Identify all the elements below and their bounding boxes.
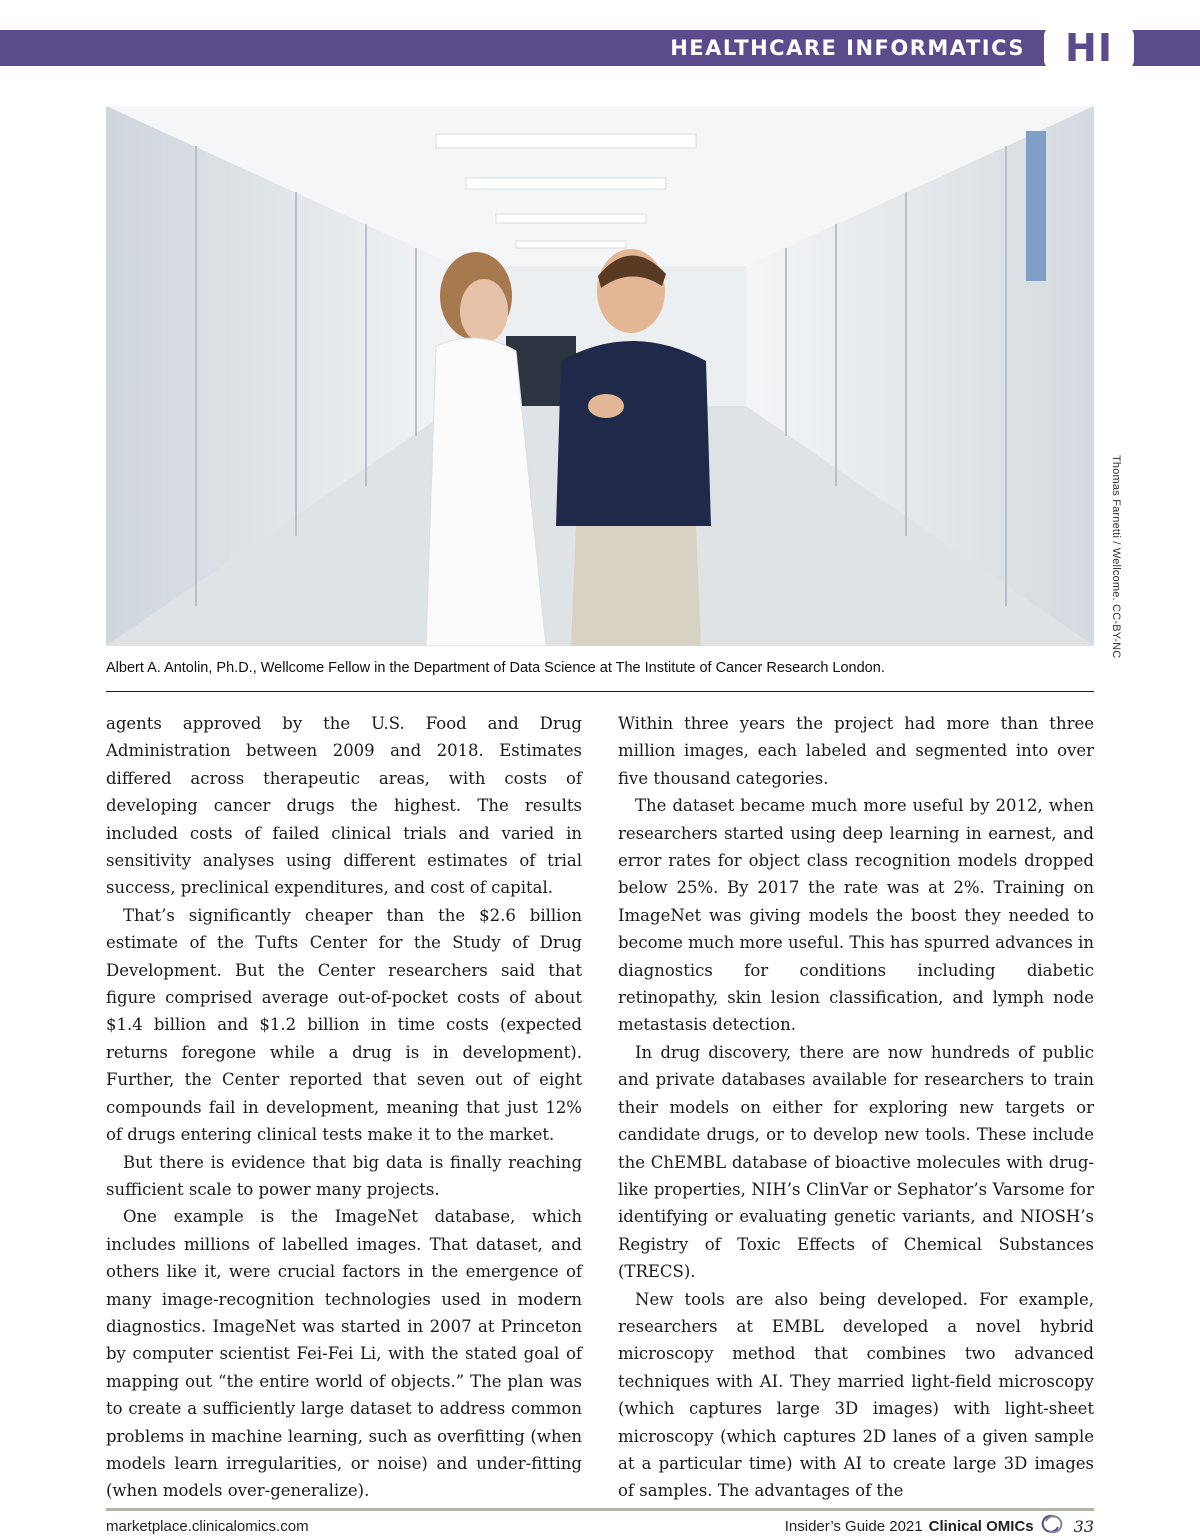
article-column-right	[618, 710, 1094, 1505]
photo-caption: Albert A. Antolin, Ph.D., Wellcome Fellow in the Department of Data Science at The Institute of Cancer Research London.	[106, 660, 885, 676]
footer-publication	[785, 1515, 1094, 1537]
caption-divider	[106, 691, 1094, 692]
paragraph: One example is the ImageNet database, which includes millions of labelled images. That dataset, and others like it, were crucial factors in the emergence of many image-recognition technologies used in modern diagnostics. ImageNet was started in 2007 at Princeton by computer scientist Fei-Fei Li, with the stated goal of mapping out “the entire world of objects.” The plan was to create a sufficiently large dataset to address common problems in machine learning, such as overfitting (when models learn irregularities, or noise) and under-fitting (when models over-generalize).	[106, 1207, 582, 1501]
paragraph: The dataset became much more useful by 2012, when researchers started using deep learning in earnest, and error rates for object class recognition models dropped below 25%. By 2017 the rate was at 2%. Training on ImageNet was giving models the boost they needed to become much more useful. This has spurred advances in diagnostics for conditions including diabetic retinopathy, skin lesion classification, and lymph node metastasis detection.	[618, 796, 1094, 1035]
clinical-omics-logo-icon	[1040, 1513, 1064, 1539]
paragraph: agents approved by the U.S. Food and Drug Administration between 2009 and 2018. Estimates differed across therapeutic areas, with costs of developing cancer drugs the highest. The results included costs of failed clinical trials and varied in sensitivity analyses using different estimates of trial success, preclinical expenditures, and cost of capital.	[106, 714, 582, 898]
corridor-photo-illustration	[106, 106, 1094, 646]
photo-credit: Thomas Farnetti / Wellcome. CC-BY-NC	[1110, 455, 1122, 659]
footer-divider	[106, 1508, 1094, 1511]
page-number: 33	[1073, 1516, 1094, 1536]
footer-url: marketplace.clinicalomics.com	[106, 1518, 309, 1535]
paragraph: In drug discovery, there are now hundreds of public and private databases available for researchers to train their models on either for exploring new targets or candidate drugs, or to develop new tools. These include the ChEMBL database of bioactive molecules with drug-like properties, NIH’s ClinVar or Sephator’s Varsome for identifying or evaluating genetic variants, and NIOSH’s Registry of Toxic Effects of Chemical Substances (TRECS).	[618, 1042, 1094, 1282]
footer-brand: Clinical OMICs	[928, 1517, 1034, 1535]
article-photo	[106, 106, 1094, 646]
paragraph: That’s significantly cheaper than the $2.6 billion estimate of the Tufts Center for the Study of Drug Development. But the Center researchers said that figure comprised average out-of-pocket costs of about $1.4 billion and $1.2 billion in time costs (expected returns foregone while a drug is in development). Further, the Center reported that seven out of eight compounds fail in development, meaning that just 12% of drugs entering clinical tests make it to the market.	[106, 905, 582, 1145]
paragraph: Within three years the project had more than three million images, each labeled and segmented into over five thousand categories.	[618, 714, 1094, 788]
paragraph: New tools are also being developed. For example, researchers at EMBL developed a novel hybrid microscopy method that combines two advanced techniques with AI. They married light-field microscopy (which captures large 3D images) with light-sheet microscopy (which captures 2D lanes of a given sample at a particular time) with AI to create large 3D images of samples. The advantages of the	[618, 1289, 1094, 1501]
section-title: HEALTHCARE INFORMATICS	[670, 36, 1025, 60]
paragraph: But there is evidence that big data is finally reaching sufficient scale to power many projects.	[106, 1152, 582, 1199]
section-code: HI	[1065, 26, 1113, 70]
article-column-left	[106, 710, 582, 1505]
footer-issue: Insider’s Guide 2021	[784, 1517, 923, 1535]
